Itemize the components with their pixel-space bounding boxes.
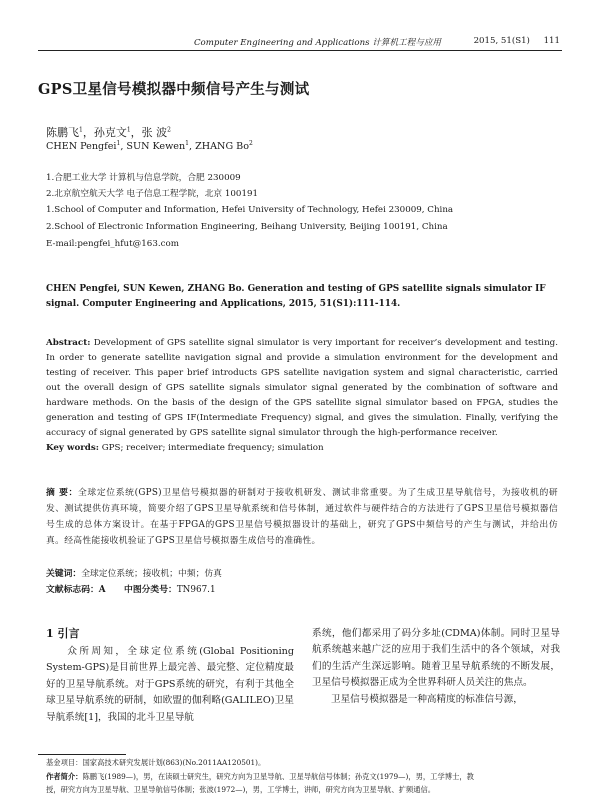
affil-mark: 1 <box>116 140 121 147</box>
running-header-journal: Computer Engineering and Applications 计算机工程与应用 <box>193 38 442 48</box>
footnote-author-label: 作者简介： <box>46 772 83 781</box>
keywords-zh-text: 全球定位系统；接收机；中频；仿真 <box>81 569 222 579</box>
author-zh-3: ，张 波 <box>130 126 168 139</box>
paper-title: GPS卫星信号模拟器中频信号产生与测试 <box>38 81 310 98</box>
authors-zh <box>46 124 171 140</box>
author-en-3: , ZHANG Bo <box>189 141 249 153</box>
affil-mark: 1 <box>79 126 83 134</box>
footnote-fund: 基金项目：国家高技术研究发展计划(863)(No.2011AA120501)。 <box>46 758 266 767</box>
class-code-label: 中图分类号： <box>124 585 177 595</box>
footnote-author <box>46 772 474 782</box>
abstract-zh-label: 摘 要： <box>46 488 78 498</box>
keywords-zh-label: 关键词： <box>46 569 82 579</box>
affiliation-zh-1: 1.合肥工业大学 计算机与信息学院，合肥 230009 <box>46 173 241 183</box>
email: E-mail:pengfei_hfut@163.com <box>46 239 179 249</box>
affiliation-en-1: 1.School of Computer and Information, Hefei University of Technology, Hefei 230009, China <box>46 205 454 215</box>
abstract-en <box>46 336 558 456</box>
abstract-zh-text: 全球定位系统(GPS)卫星信号模拟器的研制对于接收机研发、测试非常重要。为了生成卫星导航信号，为接收机的研发、测试提供仿真环境，简要介绍了GPS卫星导航系统和信号体制，通过软件与硬件结合的方法进行了GPS卫星信号模拟器信号生成的总体方案设计。在基于FPGA的GPS卫星信号模拟器设计的基础上，研究了GPS中频信号的产生与测试，并给出仿真。经高性能接收机验证了GPS卫星信号模拟器生成信号的准确性。 <box>46 488 558 546</box>
footnote-author-text: 陈鹏飞(1989—)，男，在读硕士研究生，研究方向为卫星导航、卫星导航信号体制；孙克文(1979—)，男，工学博士，教 <box>82 772 474 781</box>
author-zh-1: 陈鹏飞 <box>46 126 79 139</box>
body-column-left <box>46 644 294 726</box>
affiliation-zh-2: 2.北京航空航天大学 电子信息工程学院，北京 100191 <box>46 189 259 199</box>
citation: CHEN Pengfei, SUN Kewen, ZHANG Bo. Generation and testing of GPS satellite signals simulator IF signal. Computer Engineering and Applications, 2015, 51(S1):111-114. <box>46 284 546 309</box>
page-number: 111 <box>543 36 560 46</box>
keywords-label: Key words: <box>46 443 99 453</box>
body-paragraph: 卫星信号模拟器是一种高精度的标准信号源， <box>331 693 523 705</box>
doc-codes <box>46 582 216 595</box>
affil-mark: 2 <box>249 140 253 147</box>
affil-mark: 1 <box>185 140 189 147</box>
body-column-right <box>312 626 560 708</box>
body-paragraph: 系统，他们都采用了码分多址(CDMA)体制。同时卫星导航系统越来越广泛的应用于我们生活中的各个领域，对我们的生活产生深远影响。随着卫星导航系统的不断发展，卫星信号模拟器正成为全世界科研人员关注的焦点。 <box>312 628 560 689</box>
affil-mark: 2 <box>167 126 171 134</box>
class-code-value: TN967.1 <box>176 585 216 595</box>
author-zh-2: ，孙克文 <box>82 126 127 139</box>
body-paragraph: 众所周知，全球定位系统(Global Positioning System-GPS)是目前世界上最完善、最完整、定位精度最好的卫星导航系统。对于GPS系统的研究，有利于其他全球卫星导航系统的研制，如欧盟的伽利略(GALILEO)卫星导航系统[1]，我国的北斗卫星导航 <box>46 646 294 723</box>
abstract-zh <box>46 485 558 549</box>
issue: 2015, 51(S1) <box>473 36 530 46</box>
affil-mark: 1 <box>126 126 131 134</box>
affiliation-en-2: 2.School of Electronic Information Engineering, Beihang University, Beijing 100191, China <box>46 222 448 232</box>
header-rule <box>38 50 562 51</box>
abstract-label: Abstract: <box>46 338 91 348</box>
section-heading: 1 引言 <box>46 627 80 640</box>
doc-code-value: A <box>98 585 106 595</box>
doc-code-label: 文献标志码： <box>46 585 99 595</box>
author-en-1: CHEN Pengfei <box>46 141 117 153</box>
footnote-author-cont: 授，研究方向为卫星导航、卫星导航信号体制；张波(1972—)，男，工学博士，讲师，研究方向为卫星导航、扩频通信。 <box>46 785 436 794</box>
footnote-rule <box>38 754 126 755</box>
authors-en <box>46 140 253 152</box>
keywords-text: GPS; receiver; intermediate frequency; simulation <box>98 443 324 453</box>
author-en-2: , SUN Kewen <box>120 141 186 153</box>
keywords-zh <box>46 566 222 579</box>
running-header-issue-page <box>455 36 560 46</box>
abstract-text: Development of GPS satellite signal simulator is very important for receiver’s development and testing. In order to generate satellite navigation signal and provide a simulation environment for the development and testing of receiver. This paper brief introducts GPS satellite navigation system and signal characteristic, carried out the overall design of GPS satellite signals simulator signal generated by the combination of software and hardware methods. On the basis of the design of the GPS satellite signal simulator based on FPGA, studies the generation and testing of GPS IF(Intermediate Frequency) signal, and gives the simulation. Finally, verifying the accuracy of signal generated by GPS satellite signal simulator through the high-performance receiver. <box>46 338 558 438</box>
